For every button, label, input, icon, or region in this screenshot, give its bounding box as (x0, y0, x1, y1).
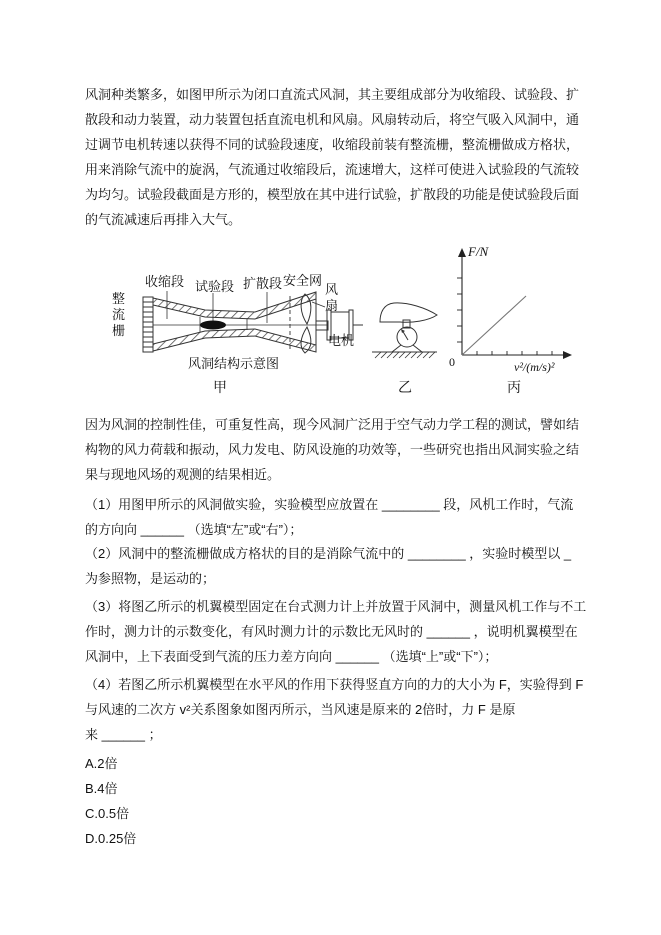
rectifier-grid (143, 297, 153, 352)
text-line: 构物的风力荷载和振动，风力发电、防风设施的功效等，一些研究也指出风洞实验之结 (85, 442, 580, 457)
label-contraction: 收缩段 (145, 274, 185, 289)
gauge-dial (397, 327, 417, 347)
text-line: （3）将图乙所示的机翼模型固定在台式测力计上并放置于风洞中，测量风机工作与不工 (85, 599, 587, 614)
text-line: 风洞中，上下表面受到气流的压力差方向向 ______ （选填“上”或“下”）； (85, 649, 498, 664)
text-line: 的方向向 ______ （选填“左”或“右”）； (85, 522, 303, 537)
text-line: 风洞种类繁多，如图甲所示为闭口直流式风洞，其主要组成部分为收缩段、试验段、扩 (85, 87, 580, 102)
question-1 (85, 492, 595, 542)
text-line: 的气流减速后再排入大气。 (85, 212, 242, 227)
figure-tag-yi: 乙 (398, 379, 412, 395)
label-test: 试验段 (195, 279, 235, 294)
intro-paragraph (85, 82, 595, 232)
answer-options (85, 751, 595, 851)
ground-hatching (375, 352, 435, 358)
text-line: （2）风洞中的整流栅做成方格状的目的是消除气流中的 ________ ，实验时模型以 _ (85, 546, 572, 561)
text-line: （1）用图甲所示的风洞做实验，实验模型应放置在 ________ 段，风机工作时，气流 (85, 497, 574, 512)
force-graph (457, 248, 572, 359)
text-line: 果与现地风场的观测的结果相近。 (85, 467, 281, 482)
label-rectifier: 整流栅 (112, 291, 126, 338)
wing-model-diagram (372, 303, 437, 358)
label-diffuser: 扩散段 (243, 276, 283, 291)
label-fan: 风扇 (325, 282, 339, 313)
text-line: 来 ______ ； (85, 727, 162, 742)
label-motor: 电机 (328, 333, 355, 348)
graph-origin-label: 0 (449, 355, 455, 369)
text-line: 散段和动力装置，动力装置包括直流电机和风扇。风扇转动后，将空气吸入风洞中，通 (85, 112, 580, 127)
text-line: 用来消除气流中的旋涡，气流通过收缩段后，流速增大，这样可使进入试验段的气流较 (85, 162, 580, 177)
text-line: （4）若图乙所示机翼模型在水平风的作用下获得竖直方向的力的大小为 F，实验得到 F (85, 677, 584, 692)
text-line: 与风速的二次方 v²关系图象如图丙所示，当风速是原来的 2倍时，力 F 是原 (85, 702, 516, 717)
figure (85, 243, 585, 401)
question-2 (85, 541, 595, 591)
model-ellipse (200, 321, 226, 330)
text-line: 作时，测力计的示数变化，有风时测力计的示数比无风时的 ______ ，说明机翼模型在 (85, 624, 578, 639)
question-4 (85, 672, 595, 747)
applications-paragraph (85, 412, 595, 487)
graph-x-label: v²/(m/s)² (514, 360, 555, 374)
option-c: C.0.5倍 (85, 806, 130, 821)
option-a: A.2倍 (85, 756, 118, 771)
x-ticks (477, 351, 552, 355)
text-line: 因为风洞的控制性佳，可重复性高，现今风洞广泛用于空气动力学工程的测试，譬如结 (85, 417, 580, 432)
option-d: D.0.25倍 (85, 831, 137, 846)
tunnel-top-wall (153, 292, 316, 319)
data-line (462, 296, 526, 355)
airfoil (380, 303, 437, 322)
tunnel-bottom-wall (153, 329, 316, 352)
figure-tag-jia: 甲 (213, 379, 227, 395)
graph-y-label: F/N (468, 244, 489, 259)
question-3 (85, 594, 595, 669)
y-ticks (457, 278, 462, 342)
text-line: 为参照物，是运动的； (85, 571, 216, 586)
tunnel-caption: 风洞结构示意图 (188, 356, 280, 371)
label-safety-net: 安全网 (283, 273, 323, 288)
option-b: B.4倍 (85, 781, 118, 796)
text-line: 过调节电机转速以获得不同的试验段速度，收缩段前装有整流栅，整流栅做成方格状， (85, 137, 580, 152)
figure-tag-bing: 丙 (507, 379, 521, 395)
text-line: 为均匀。试验段截面是方形的，模型放在其中进行试验，扩散段的功能是使试验段后面 (85, 187, 580, 202)
